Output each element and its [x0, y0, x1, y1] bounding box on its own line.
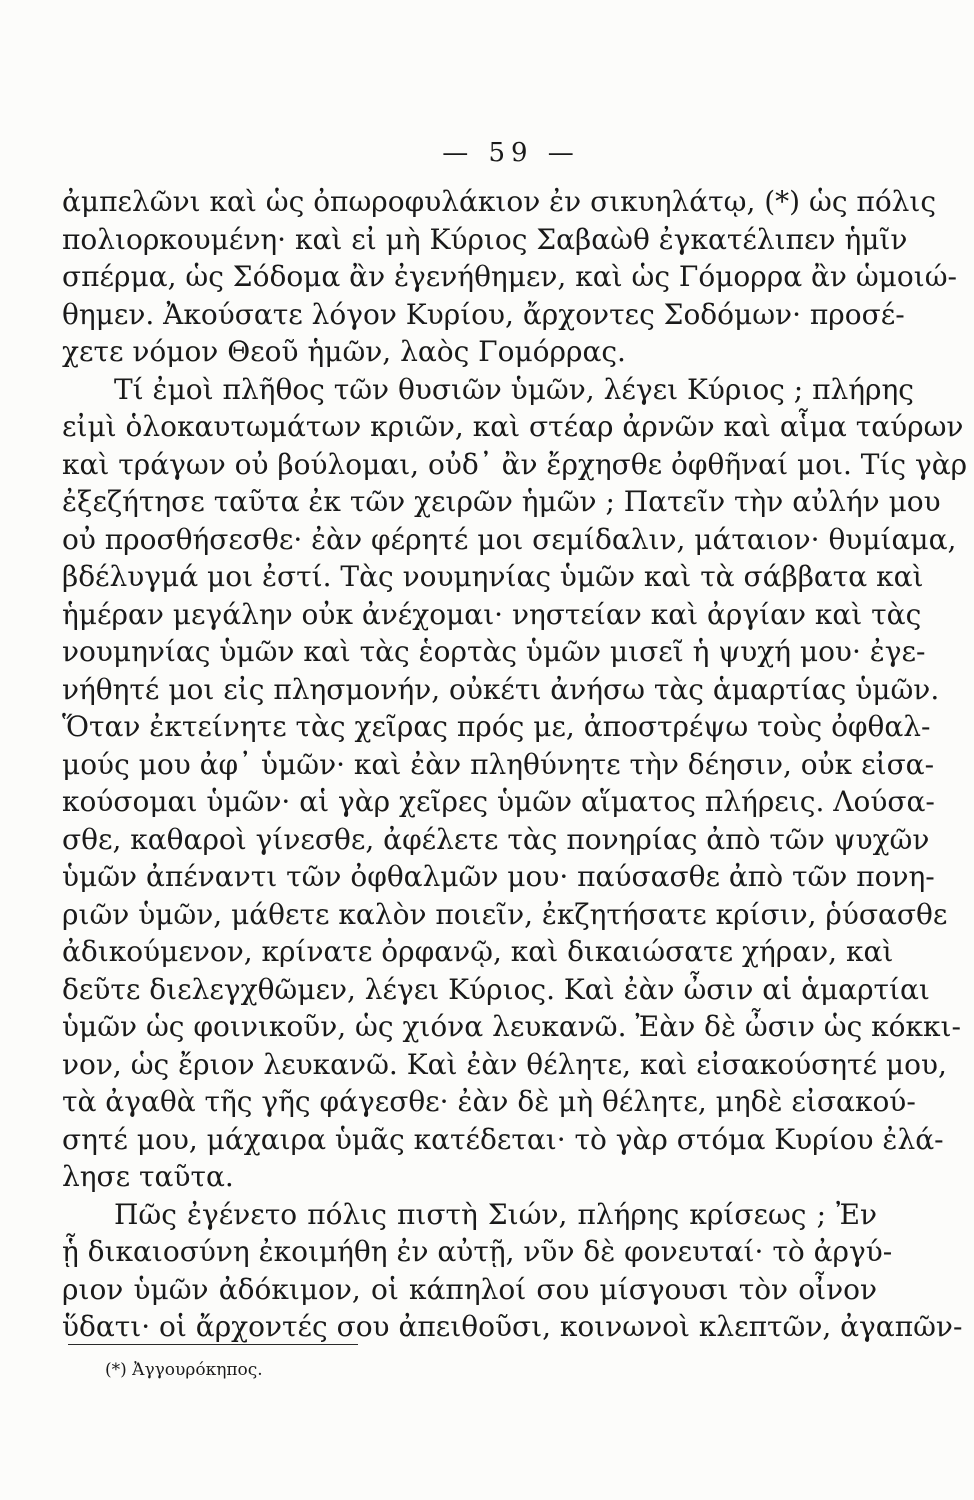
- text-line: βδέλυγμά μοι ἐστί. Τὰς νουμηνίας ὑμῶν καὶ τὰ σάββατα καὶ: [62, 560, 924, 593]
- text-line: δεῦτε διελεγχθῶμεν, λέγει Κύριος. Καὶ ἐὰν ὦσιν αἱ ἁμαρτίαι: [62, 972, 930, 1006]
- text-line: οὐ προσθήσεσθε· ἐὰν φέρητέ μοι σεμίδαλιν, μάταιον· θυμίαμα,: [62, 522, 957, 556]
- text-line: ἡμέραν μεγάλην οὐκ ἀνέχομαι· νηστείαν καὶ ἀργίαν καὶ τὰς: [62, 597, 922, 631]
- text-line: νήθητέ μοι εἰς πλησμονήν, οὐκέτι ἀνήσω τὰς ἁμαρτίας ὑμῶν.: [62, 672, 940, 706]
- text-line: ριῶν ὑμῶν, μάθετε καλὸν ποιεῖν, ἐκζητήσατε κρίσιν, ῥύσασθε: [62, 897, 948, 931]
- text-line: κούσομαι ὑμῶν· αἱ γὰρ χεῖρες ὑμῶν αἵματος πλήρεις. Λούσα-: [62, 785, 935, 818]
- text-line: ἀμπελῶνι καὶ ὡς ὀπωροφυλάκιον ἐν σικυηλάτῳ, (*) ὡς πόλις: [62, 185, 937, 218]
- text-line: νουμηνίας ὑμῶν καὶ τὰς ἑορτὰς ὑμῶν μισεῖ ἡ ψυχή μου· ἐγε-: [62, 635, 926, 668]
- page-number: — 59 —: [442, 138, 580, 168]
- footnote-divider: [68, 1344, 358, 1345]
- text-line: Ὅταν ἐκτείνητε τὰς χεῖρας πρός με, ἀποστρέψω τοὺς ὀφθαλ-: [62, 710, 931, 743]
- text-line: χετε νόμον Θεοῦ ἡμῶν, λαὸς Γομόρρας.: [62, 335, 626, 368]
- text-line: ὑμῶν ὡς φοινικοῦν, ὡς χιόνα λευκανῶ. Ἐὰν δὲ ὦσιν ὡς κόκκι-: [62, 1010, 961, 1043]
- text-line: καὶ τράγων οὐ βούλομαι, οὐδ᾽ ἂν ἔρχησθε ὀφθῆναί μοι. Τίς γὰρ: [62, 447, 968, 481]
- text-line: ἐξεζήτησε ταῦτα ἐκ τῶν χειρῶν ἡμῶν ; Πατεῖν τὴν αὐλήν μου: [62, 485, 941, 518]
- text-line: πολιορκουμένη· καὶ εἰ μὴ Κύριος Σαβαὼθ ἐγκατέλιπεν ἡμῖν: [62, 222, 908, 256]
- text-line: ᾗ δικαιοσύνη ἐκοιμήθη ἐν αὐτῇ, νῦν δὲ φονευταί· τὸ ἀργύ-: [62, 1235, 893, 1268]
- body-text: [62, 183, 968, 1346]
- text-line: μούς μου ἀφ᾽ ὑμῶν· καὶ ἐὰν πληθύνητε τὴν δέησιν, οὐκ εἰσα-: [62, 747, 935, 781]
- text-line: σητέ μου, μάχαιρα ὑμᾶς κατέδεται· τὸ γὰρ στόμα Κυρίου ἐλά-: [62, 1122, 944, 1156]
- text-line: τὰ ἀγαθὰ τῆς γῆς φάγεσθε· ἐὰν δὲ μὴ θέλητε, μηδὲ εἰσακού-: [62, 1085, 916, 1118]
- text-line: νον, ὡς ἔριον λευκανῶ. Καὶ ἐὰν θέλητε, καὶ εἰσακούσητέ μου,: [62, 1047, 947, 1081]
- text-line: σπέρμα, ὡς Σόδομα ἂν ἐγενήθημεν, καὶ ὡς Γόμορρα ἂν ὡμοιώ-: [62, 260, 957, 293]
- paragraph-start-line: Πῶς ἐγένετο πόλις πιστὴ Σιών, πλήρης κρίσεως ; Ἐν: [114, 1197, 877, 1231]
- footnote: (*) Ἀγγουρόκηπος.: [105, 1360, 263, 1380]
- text-line: ὑμῶν ἀπέναντι τῶν ὀφθαλμῶν μου· παύσασθε ἀπὸ τῶν πονη-: [62, 860, 935, 893]
- text-line: ἀδικούμενον, κρίνατε ὀρφανῷ, καὶ δικαιώσατε χήραν, καὶ: [62, 935, 894, 968]
- text-line: ριον ὑμῶν ἀδόκιμον, οἱ κάπηλοί σου μίσγουσι τὸν οἶνον: [62, 1272, 877, 1306]
- text-line: ὕδατι· οἱ ἄρχοντές σου ἀπειθοῦσι, κοινωνοὶ κλεπτῶν, ἀγαπῶν-: [62, 1310, 963, 1343]
- text-line: λησε ταῦτα.: [62, 1160, 234, 1193]
- text-line: σθε, καθαροὶ γίνεσθε, ἀφέλετε τὰς πονηρίας ἀπὸ τῶν ψυχῶν: [62, 822, 930, 856]
- text-line: εἰμὶ ὁλοκαυτωμάτων κριῶν, καὶ στέαρ ἀρνῶν καὶ αἷμα ταύρων: [62, 410, 964, 443]
- paragraph-start-line: Τί ἐμοὶ πλῆθος τῶν θυσιῶν ὑμῶν, λέγει Κύριος ; πλήρης: [114, 372, 914, 406]
- text-line: θημεν. Ἀκούσατε λόγον Κυρίου, ἄρχοντες Σοδόμων· προσέ-: [62, 297, 905, 331]
